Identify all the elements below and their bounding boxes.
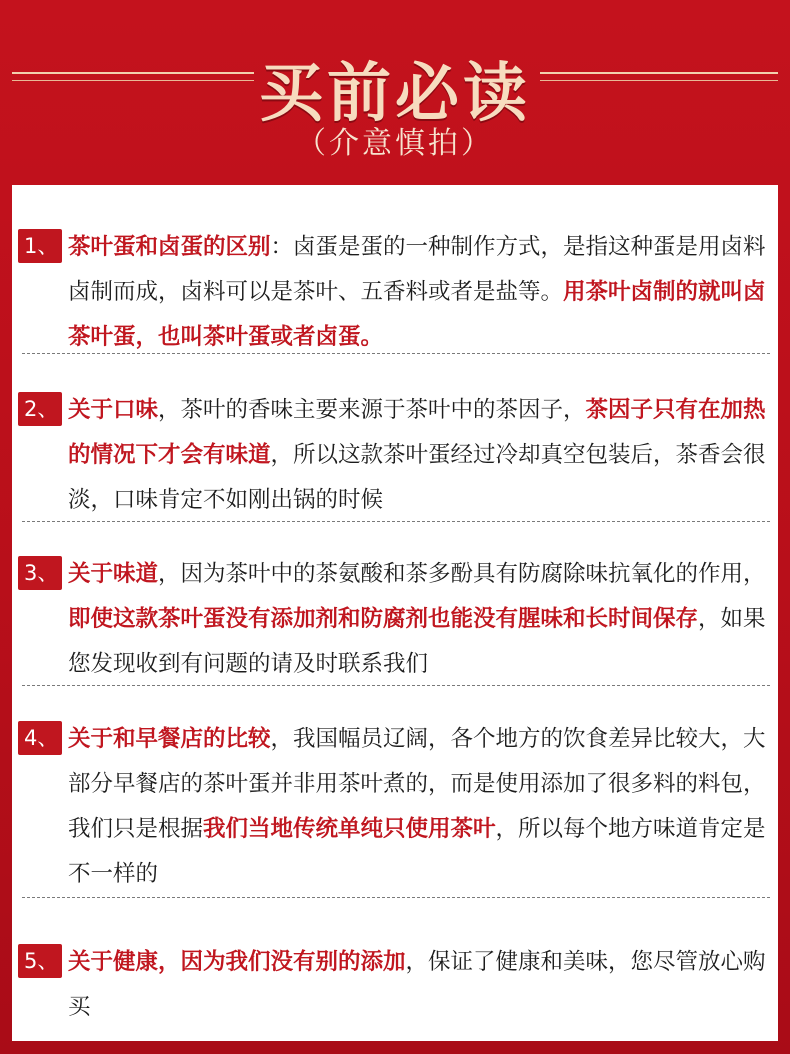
item-text [68,940,774,1030]
page-subtitle: （介意慎拍） [296,126,494,161]
item-segment: 关于和早餐店的比较 [68,726,271,752]
page-title: 买前必读 [259,57,531,131]
item-segment: ：卤蛋是蛋的一种制作方式，是指这种蛋是用卤料卤制而成，卤料可以是茶叶、五香料或者是盐等。 [68,234,766,305]
item-text [68,552,774,687]
item-segment: 茶叶蛋和卤蛋的区别 [68,234,271,260]
item-segment: 关于味道 [68,561,159,587]
item-text [68,717,774,897]
item-segment: ，我国幅员辽阔，各个地方的饮食差异比较大，大部分早餐店的茶叶蛋并非用茶叶煮的，而是使用添加了很多料的料包，我们只是根据 [68,726,766,842]
item-segment: ，所以这款茶叶蛋经过冷却真空包装后，茶香会很淡，口味肯定不如刚出锅的时候 [68,442,766,513]
notice-panel [12,185,778,1041]
item-number-badge: 1、 [18,229,62,263]
item-segment: ，如果您发现收到有问题的请及时联系我们 [68,606,766,677]
item-segment: ，茶叶的香味主要来源于茶叶中的茶因子， [158,397,586,423]
item-segment: ，所以每个地方味道肯定是不一样的 [68,816,766,887]
item-text [68,225,774,360]
dashed-divider [22,521,770,522]
item-number-badge: 3、 [18,556,62,590]
dashed-divider [22,897,770,898]
dashed-divider [22,353,770,354]
right-decorative-line [540,72,778,74]
item-segment: 即使这款茶叶蛋没有添加剂和防腐剂也能没有腥味和长时间保存 [68,606,699,632]
item-segment: ，因为茶叶中的茶氨酸和茶多酚具有防腐除味抗氧化的作用， [158,561,766,587]
item-number-badge: 4、 [18,721,62,755]
item-segment: 我们当地传统单纯只使用茶叶 [203,816,496,842]
item-segment: 关于口味 [68,397,159,423]
item-segment: 用茶叶卤制的就叫卤茶叶蛋，也叫茶叶蛋或者卤蛋。 [68,279,766,350]
item-text [68,388,774,523]
item-segment: ，保证了健康和美味，您尽管放心购买 [68,949,766,1020]
item-segment: 茶因子只有在加热的情况下才会有味道 [68,397,766,468]
right-decorative-thin-line [540,80,778,81]
item-number-badge: 2、 [18,392,62,426]
header [0,0,790,185]
item-number-badge: 5、 [18,944,62,978]
dashed-divider [22,685,770,686]
item-segment: 关于健康，因为我们没有别的添加 [68,949,406,975]
